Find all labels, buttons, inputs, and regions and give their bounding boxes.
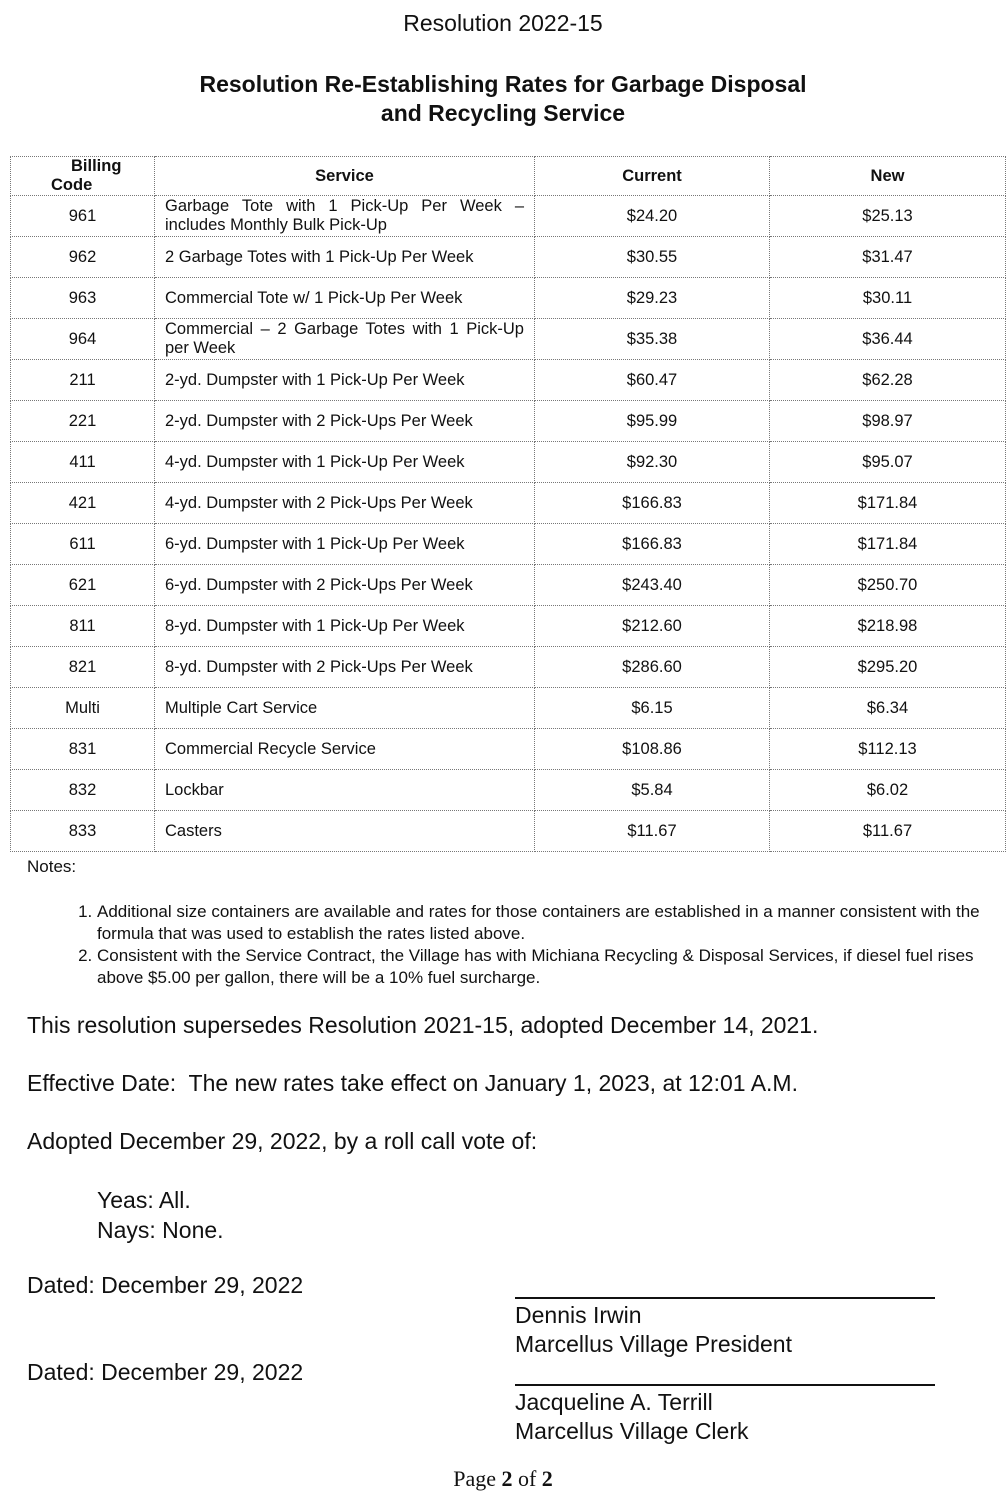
current-rate-cell: $30.55 — [535, 237, 770, 278]
signature-line-president — [515, 1297, 935, 1299]
signature-block-clerk — [515, 1388, 749, 1446]
current-rate-cell: $243.40 — [535, 565, 770, 606]
table-header-row — [11, 157, 1006, 196]
service-cell: Commercial Recycle Service — [155, 729, 535, 770]
notes-list — [57, 901, 1006, 989]
table-row — [11, 360, 1006, 401]
billing-code-cell: 962 — [11, 237, 155, 278]
signer-name: Dennis Irwin — [515, 1302, 642, 1328]
new-rate-cell: $218.98 — [770, 606, 1006, 647]
signature-block-president — [515, 1301, 792, 1359]
document-title-line2: and Recycling Service — [380, 100, 626, 126]
current-rate-cell: $95.99 — [535, 401, 770, 442]
billing-code-cell: 831 — [11, 729, 155, 770]
billing-code-cell: 611 — [11, 524, 155, 565]
vote-tally — [97, 1185, 224, 1245]
billing-code-cell: 221 — [11, 401, 155, 442]
new-rate-cell: $171.84 — [770, 483, 1006, 524]
new-rate-cell: $171.84 — [770, 524, 1006, 565]
header-billing-code — [11, 157, 155, 196]
page-prefix: Page — [453, 1466, 496, 1491]
effective-date-statement: Effective Date: The new rates take effect on January 1, 2023, at 12:01 A.M. — [27, 1070, 798, 1096]
current-rate-cell: $11.67 — [535, 811, 770, 852]
billing-code-cell: 211 — [11, 360, 155, 401]
new-rate-cell: $62.28 — [770, 360, 1006, 401]
current-rate-cell: $212.60 — [535, 606, 770, 647]
new-rate-cell: $31.47 — [770, 237, 1006, 278]
document-title-line1: Resolution Re-Establishing Rates for Garbage Disposal — [199, 71, 807, 97]
page-number — [0, 1466, 1006, 1492]
new-rate-cell: $98.97 — [770, 401, 1006, 442]
header-new: New — [770, 157, 1006, 196]
table-row — [11, 565, 1006, 606]
new-rate-cell: $36.44 — [770, 319, 1006, 360]
signature-line-clerk — [515, 1384, 935, 1386]
document-title — [0, 70, 1006, 128]
adoption-statement: Adopted December 29, 2022, by a roll call vote of: — [27, 1128, 538, 1154]
rates-table — [10, 156, 1006, 852]
new-rate-cell: $30.11 — [770, 278, 1006, 319]
service-cell: Garbage Tote with 1 Pick-Up Per Week – includes Monthly Bulk Pick-Up — [155, 196, 535, 237]
dated-clerk: Dated: December 29, 2022 — [27, 1359, 304, 1385]
billing-code-cell: 621 — [11, 565, 155, 606]
note-item: 2. Consistent with the Service Contract, the Village has with Michiana Recycling & Disposal Services, if diesel fuel rises above $5.00 per gallon, there will be a 10% fuel surcharge. — [97, 945, 1006, 989]
new-rate-cell: $95.07 — [770, 442, 1006, 483]
billing-code-cell: 833 — [11, 811, 155, 852]
service-cell: 2-yd. Dumpster with 1 Pick-Up Per Week — [155, 360, 535, 401]
page-current: 2 — [501, 1466, 513, 1491]
billing-code-cell: 411 — [11, 442, 155, 483]
new-rate-cell: $112.13 — [770, 729, 1006, 770]
billing-code-cell: 811 — [11, 606, 155, 647]
billing-code-cell: 821 — [11, 647, 155, 688]
page-total: 2 — [541, 1466, 553, 1491]
table-row — [11, 483, 1006, 524]
table-row — [11, 729, 1006, 770]
new-rate-cell: $6.34 — [770, 688, 1006, 729]
service-cell: Commercial – 2 Garbage Totes with 1 Pick-Up per Week — [155, 319, 535, 360]
new-rate-cell: $25.13 — [770, 196, 1006, 237]
current-rate-cell: $108.86 — [535, 729, 770, 770]
table-row — [11, 401, 1006, 442]
billing-code-cell: 421 — [11, 483, 155, 524]
current-rate-cell: $286.60 — [535, 647, 770, 688]
signer-title: Marcellus Village Clerk — [515, 1418, 749, 1444]
service-cell: Multiple Cart Service — [155, 688, 535, 729]
current-rate-cell: $92.30 — [535, 442, 770, 483]
billing-code-cell: 963 — [11, 278, 155, 319]
current-rate-cell: $60.47 — [535, 360, 770, 401]
header-service: Service — [155, 157, 535, 196]
nays: Nays: None. — [97, 1217, 224, 1243]
current-rate-cell: $166.83 — [535, 524, 770, 565]
billing-code-cell: 832 — [11, 770, 155, 811]
service-cell: 2 Garbage Totes with 1 Pick-Up Per Week — [155, 237, 535, 278]
service-cell: 6-yd. Dumpster with 1 Pick-Up Per Week — [155, 524, 535, 565]
current-rate-cell: $5.84 — [535, 770, 770, 811]
service-cell: 6-yd. Dumpster with 2 Pick-Ups Per Week — [155, 565, 535, 606]
current-rate-cell: $166.83 — [535, 483, 770, 524]
table-row — [11, 606, 1006, 647]
table-row — [11, 237, 1006, 278]
table-row — [11, 524, 1006, 565]
notes-label: Notes: — [27, 857, 77, 876]
service-cell: Commercial Tote w/ 1 Pick-Up Per Week — [155, 278, 535, 319]
resolution-number: Resolution 2022-15 — [403, 10, 603, 36]
table-row — [11, 811, 1006, 852]
new-rate-cell: $11.67 — [770, 811, 1006, 852]
header-current: Current — [535, 157, 770, 196]
note-item: 1. Additional size containers are available and rates for those containers are established in a manner consistent with the formula that was used to establish the rates listed above. — [97, 901, 1006, 945]
table-row — [11, 319, 1006, 360]
new-rate-cell: $295.20 — [770, 647, 1006, 688]
service-cell: 2-yd. Dumpster with 2 Pick-Ups Per Week — [155, 401, 535, 442]
table-row — [11, 442, 1006, 483]
signer-name: Jacqueline A. Terrill — [515, 1389, 713, 1415]
table-row — [11, 688, 1006, 729]
billing-code-cell: 961 — [11, 196, 155, 237]
header-billing-code-line2: Code — [51, 176, 93, 194]
table-row — [11, 770, 1006, 811]
page-of: of — [517, 1466, 537, 1491]
dated-president: Dated: December 29, 2022 — [27, 1272, 304, 1298]
table-row — [11, 278, 1006, 319]
new-rate-cell: $6.02 — [770, 770, 1006, 811]
billing-code-cell: Multi — [11, 688, 155, 729]
service-cell: 8-yd. Dumpster with 2 Pick-Ups Per Week — [155, 647, 535, 688]
service-cell: 8-yd. Dumpster with 1 Pick-Up Per Week — [155, 606, 535, 647]
new-rate-cell: $250.70 — [770, 565, 1006, 606]
service-cell: Lockbar — [155, 770, 535, 811]
current-rate-cell: $6.15 — [535, 688, 770, 729]
yeas: Yeas: All. — [97, 1187, 191, 1213]
current-rate-cell: $35.38 — [535, 319, 770, 360]
header-billing-code-line1: Billing — [71, 157, 122, 175]
service-cell: 4-yd. Dumpster with 2 Pick-Ups Per Week — [155, 483, 535, 524]
table-row — [11, 196, 1006, 237]
table-row — [11, 647, 1006, 688]
current-rate-cell: $29.23 — [535, 278, 770, 319]
service-cell: Casters — [155, 811, 535, 852]
billing-code-cell: 964 — [11, 319, 155, 360]
current-rate-cell: $24.20 — [535, 196, 770, 237]
signer-title: Marcellus Village President — [515, 1331, 792, 1357]
service-cell: 4-yd. Dumpster with 1 Pick-Up Per Week — [155, 442, 535, 483]
supersedes-statement: This resolution supersedes Resolution 2021-15, adopted December 14, 2021. — [27, 1012, 819, 1038]
